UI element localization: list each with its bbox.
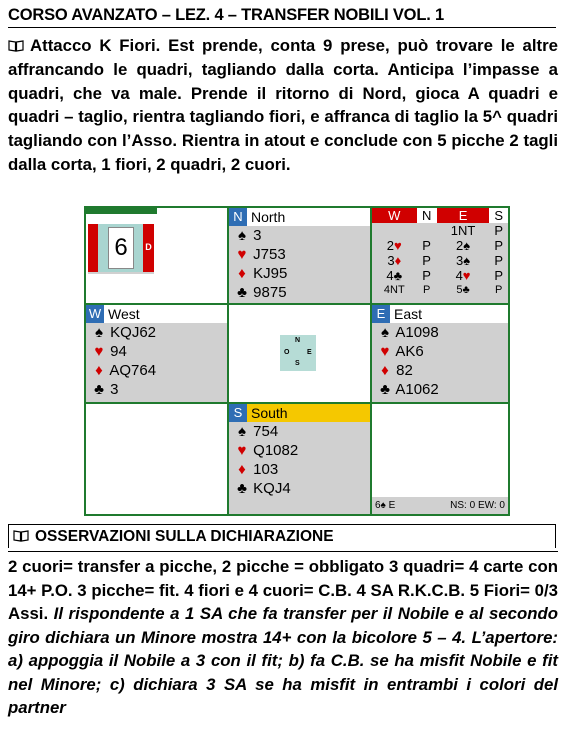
board-number: 6 [108, 227, 134, 269]
dealer-marker: D [145, 242, 152, 252]
intro-paragraph [8, 34, 558, 177]
seat-label: S [229, 404, 247, 422]
contract: 6♠ E [375, 500, 396, 511]
heart-icon: ♥ [94, 343, 104, 360]
club-icon: ♣ [380, 381, 390, 398]
heart-icon: ♥ [237, 246, 247, 263]
bid-header-north: N [417, 208, 437, 223]
bid: 3♦ [387, 253, 402, 268]
compass: N O E S [280, 335, 316, 371]
bid [417, 223, 437, 238]
seat-label: N [229, 208, 247, 226]
bid-header-east: E [437, 208, 490, 223]
bid: P [422, 253, 431, 268]
heart-icon: ♥ [380, 343, 390, 360]
bidding-header-row [372, 208, 508, 223]
bid: P [494, 268, 504, 283]
bid: P [422, 284, 431, 296]
spade-icon: ♠ [238, 423, 246, 440]
bidding-row [372, 238, 508, 253]
seat-label: E [372, 305, 390, 323]
diamond-icon: ♦ [394, 253, 402, 268]
spades-holding: 3 [253, 227, 262, 244]
spades-holding: 754 [253, 423, 279, 440]
heart-icon: ♥ [237, 442, 247, 459]
bid: 2♥ [386, 238, 402, 253]
bidding-row [372, 253, 508, 268]
spade-icon: ♠ [95, 324, 103, 341]
bidding-table [372, 208, 508, 298]
bid: 4♣ [386, 268, 403, 283]
obs-italic-text: Il rispondente a 1 SA che fa transfer per il Nobile e al secondo giro dichiara un Minore mostra 14+ con la bicolore 5 – 4. L’apertore: a) appoggia il Nobile a 3 con il fit; b) fa C.B. se ha misfit Nobile e fit nel Minore; c) dichiara 3 SA se ha misfit in entrambi i colori del partner [8, 604, 558, 717]
bid: 4NT [383, 284, 405, 296]
bid: P [422, 238, 431, 253]
bidding-box [372, 208, 508, 303]
result-bar [372, 497, 508, 514]
bid-header-west: W [372, 208, 417, 223]
observations-text [8, 551, 558, 720]
bid: 3♠ [455, 253, 471, 268]
board-cell [86, 208, 227, 303]
spades-holding: A1098 [395, 324, 439, 341]
north-hand [229, 208, 370, 303]
hearts-holding: 94 [110, 343, 127, 360]
club-icon: ♣ [237, 480, 247, 497]
hearts-holding: Q1082 [253, 442, 299, 459]
bid: 2♠ [455, 238, 471, 253]
observations-heading [8, 524, 556, 548]
bid: 4♥ [455, 268, 471, 283]
seat-name: North [251, 209, 286, 225]
result-cell [372, 404, 508, 514]
clubs-holding: A1062 [395, 381, 439, 398]
hearts-holding: AK6 [395, 343, 424, 360]
intro-text: Attacco K Fiori. Est prende, conta 9 prese, può trovare le altre affrancando le quadri, tagliando dalla corta. Anticipa l’impasse a quadri, che va male. Prende il ritorno di Nord, gioca A quadri e quadri – taglio, rientra tagliando fiori, e affranca di taglio la 5^ quadri tagliando con l’Asso. Rientra in atout e conclude con 5 picche 2 tagli dalla corta, 1 fiori, 2 quadri, 2 cuori. [8, 36, 558, 174]
diamond-icon: ♦ [95, 362, 103, 379]
bid: P [494, 238, 504, 253]
bidding-row [372, 268, 508, 283]
diamonds-holding: KJ95 [253, 265, 288, 282]
clubs-holding: 9875 [253, 284, 287, 301]
score: NS: 0 EW: 0 [450, 500, 505, 511]
deal-diagram [84, 206, 510, 516]
bid: 5♣ [456, 284, 470, 296]
diamond-icon: ♦ [238, 265, 246, 282]
east-hand [372, 305, 508, 402]
diamond-icon: ♦ [238, 461, 246, 478]
spade-icon: ♠ [238, 227, 246, 244]
seat-name: West [108, 306, 140, 322]
bid: P [494, 253, 504, 268]
bidding-row [372, 283, 508, 298]
heart-icon: ♥ [394, 238, 402, 253]
observations-title: OSSERVAZIONI SULLA DICHIARAZIONE [35, 528, 334, 545]
spade-icon: ♠ [381, 324, 389, 341]
seat-label: W [86, 305, 104, 323]
clubs-holding: 3 [110, 381, 119, 398]
club-icon: ♣ [94, 381, 104, 398]
diamonds-holding: 82 [396, 362, 413, 379]
clubs-holding: KQJ4 [253, 480, 291, 497]
seat-name: South [251, 405, 288, 421]
book-icon [8, 39, 24, 52]
bid [372, 223, 417, 238]
spades-holding: KQJ62 [110, 324, 157, 341]
seat-name: East [394, 306, 423, 322]
heart-icon: ♥ [462, 268, 471, 283]
south-hand [229, 404, 370, 514]
club-icon: ♣ [237, 284, 247, 301]
diamonds-holding: AQ764 [109, 362, 157, 379]
diamond-icon: ♦ [381, 362, 389, 379]
bid: 1NT [450, 223, 476, 238]
book-icon [13, 529, 29, 542]
west-hand [86, 305, 227, 402]
bidding-row [372, 223, 508, 238]
diamonds-holding: 103 [253, 461, 279, 478]
bid: P [494, 223, 504, 238]
bid: P [422, 268, 431, 283]
empty-cell [86, 404, 227, 514]
bid: P [495, 284, 503, 296]
compass-cell [229, 305, 370, 402]
hearts-holding: J753 [253, 246, 286, 263]
page-title: CORSO AVANZATO – LEZ. 4 – TRANSFER NOBILI VOL. 1 [8, 6, 556, 28]
bid-header-south: S [489, 208, 508, 223]
obs-plain-text: 2 cuori= transfer a picche, 2 picche = obbligato 3 quadri= 4 carte con 14+ P.O. 3 picche= fit. 4 fiori e 4 cuori= C.B. 4 SA R.K.C.B. 5 Fiori= 0/3 Assi. [8, 557, 558, 623]
